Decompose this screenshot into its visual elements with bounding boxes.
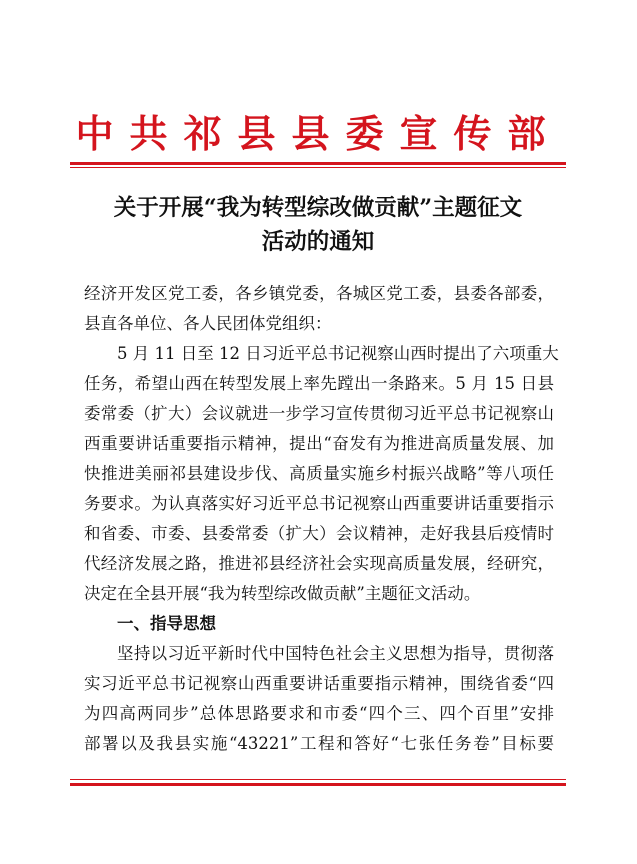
- notice-title-line-1: 关于开展“我为转型综改做贡献”主题征文: [113, 195, 523, 221]
- paragraph-line: 决定在全县开展“我为转型综改做贡献”主题征文活动。: [84, 584, 481, 603]
- paragraph-line: 坚持以习近平新时代中国特色社会主义思想为指导，贯彻落: [117, 644, 554, 663]
- paragraph-line: 为四高两同步”总体思路要求和市委“四个三、四个百里”安排: [84, 704, 554, 723]
- section-heading: 一、指导思想: [117, 614, 216, 633]
- paragraph-line: 代经济发展之路，推进祁县经济社会实现高质量发展，经研究，: [84, 554, 554, 573]
- body-paragraph-1: [84, 339, 559, 609]
- masthead-rule-thin: [70, 167, 566, 168]
- masthead-title: 中共祁县县委宣传部: [75, 111, 562, 156]
- footer-rule-thick: [70, 783, 566, 786]
- paragraph-line: 任务，希望山西在转型发展上率先蹚出一条路来。5 月 15 日县: [84, 374, 554, 393]
- paragraph-line: 和省委、市委、县委常委（扩大）会议精神，走好我县后疫情时: [84, 524, 554, 543]
- body-paragraph-2: [84, 639, 554, 759]
- salutation: [84, 279, 554, 339]
- masthead-rule-thick: [70, 162, 566, 165]
- footer-rule-thin: [70, 779, 566, 780]
- paragraph-line: 西重要讲话重要指示精神，提出“奋发有为推进高质量发展、加: [84, 434, 554, 453]
- paragraph-line: 务要求。为认真落实好习近平总书记视察山西重要讲话重要指示: [84, 494, 554, 513]
- paragraph-line: 5 月 11 日至 12 日习近平总书记视察山西时提出了六项重大: [117, 344, 559, 363]
- paragraph-line: 快推进美丽祁县建设步伐、高质量实施乡村振兴战略”等八项任: [84, 464, 554, 483]
- paragraph-line: 实习近平总书记视察山西重要讲话重要指示精神，围绕省委“四: [84, 674, 554, 693]
- notice-title-line-2: 活动的通知: [261, 229, 375, 255]
- paragraph-line: 部署以及我县实施“43221”工程和答好“七张任务卷”目标要: [84, 734, 554, 753]
- salutation-line: 县直各单位、各人民团体党组织：: [84, 314, 332, 333]
- paragraph-line: 委常委（扩大）会议就进一步学习宣传贯彻习近平总书记视察山: [84, 404, 554, 423]
- salutation-line: 经济开发区党工委，各乡镇党委，各城区党工委，县委各部委，: [84, 284, 554, 303]
